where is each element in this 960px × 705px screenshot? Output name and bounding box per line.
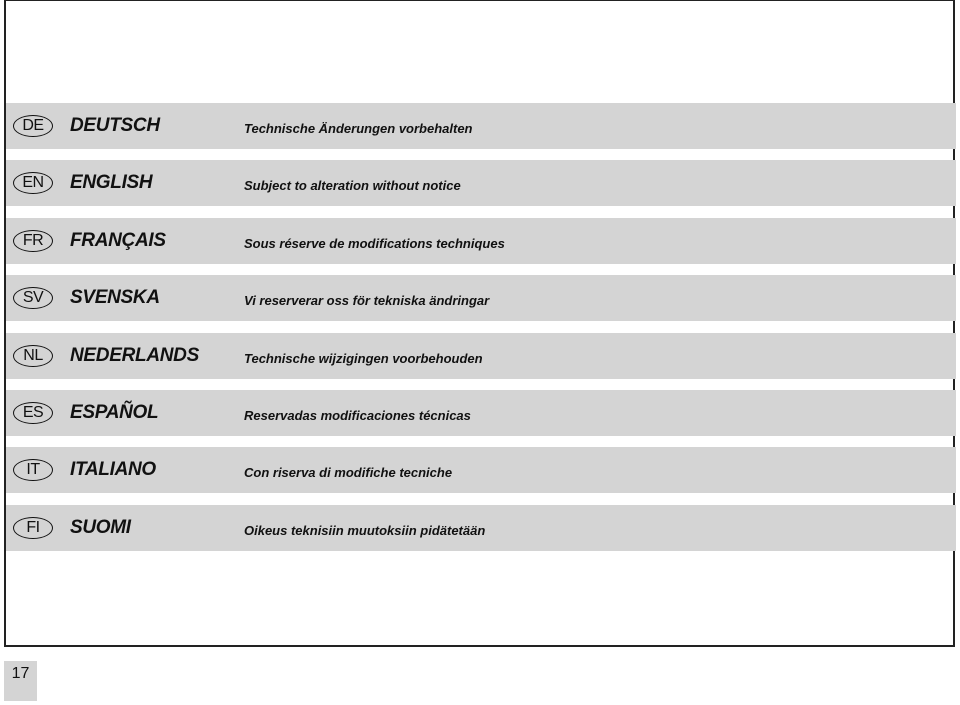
language-name: FRANÇAIS [70,230,166,251]
language-row-fr [6,218,956,264]
language-name: SVENSKA [70,287,160,308]
alteration-notice: Subject to alteration without notice [244,178,461,193]
alteration-notice: Vi reserverar oss för tekniska ändringar [244,293,490,308]
language-code-badge: SV [13,287,53,309]
page-number: 17 [4,661,37,701]
language-name: SUOMI [70,517,131,538]
language-row-it [6,447,956,493]
language-name: ITALIANO [70,459,156,480]
alteration-notice: Technische wijzigingen voorbehouden [244,351,483,366]
language-code-badge: DE [13,115,53,137]
alteration-notice: Con riserva di modifiche tecniche [244,465,453,480]
language-code-badge: FI [13,517,53,539]
alteration-notice: Sous réserve de modifications techniques [244,236,505,251]
language-row-de [6,103,956,149]
language-name: ESPAÑOL [70,402,159,423]
language-row-es [6,390,956,436]
language-name: DEUTSCH [70,115,160,136]
language-row-nl [6,333,956,379]
language-name: NEDERLANDS [70,345,199,366]
language-code-badge: EN [13,172,53,194]
language-code-badge: ES [13,402,53,424]
alteration-notice: Technische Änderungen vorbehalten [244,121,473,136]
alteration-notice: Reservadas modificaciones técnicas [244,408,471,423]
language-code-badge: NL [13,345,53,367]
language-row-sv [6,275,956,321]
language-row-fi [6,505,956,551]
language-name: ENGLISH [70,172,153,193]
alteration-notice: Oikeus teknisiin muutoksiin pidätetään [244,523,486,538]
language-code-badge: FR [13,230,53,252]
language-code-badge: IT [13,459,53,481]
language-row-en [6,160,956,206]
